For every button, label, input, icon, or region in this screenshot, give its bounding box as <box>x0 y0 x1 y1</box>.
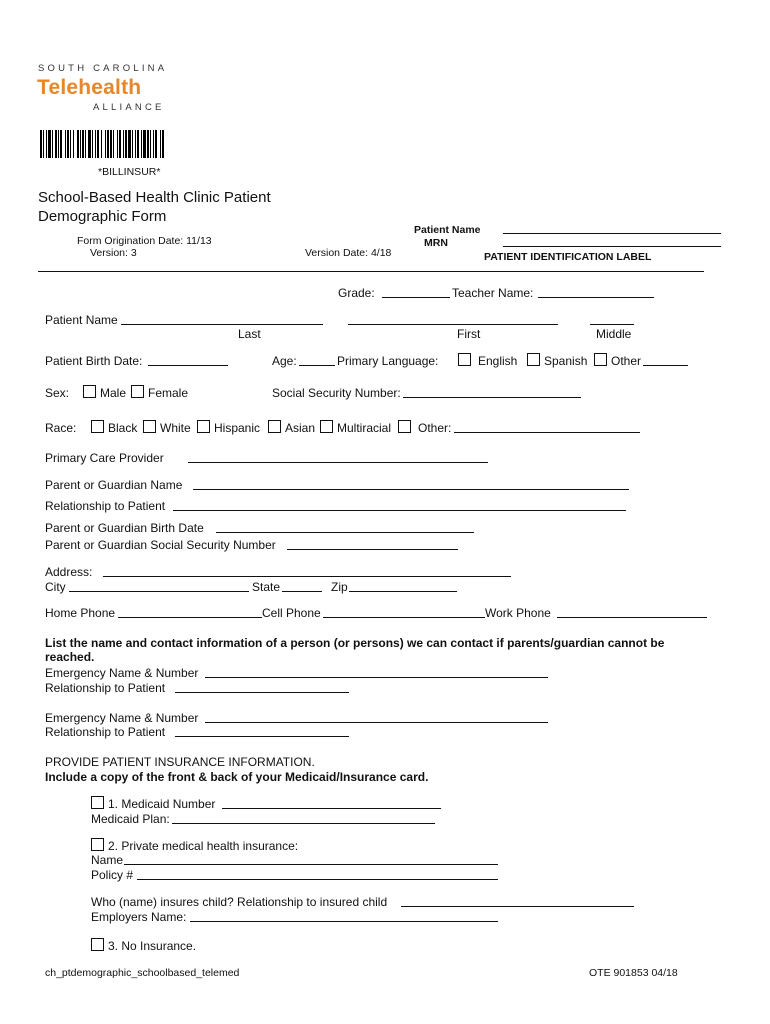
english-label: English <box>478 354 518 368</box>
pcp-field[interactable] <box>188 462 488 463</box>
asian-label: Asian <box>285 421 316 435</box>
logo-bottom-text: ALLIANCE <box>93 102 165 113</box>
other-race-checkbox[interactable] <box>398 420 411 433</box>
teacher-field[interactable] <box>538 297 654 298</box>
other-language-label: Other <box>611 354 642 368</box>
emergency-name-label-1: Emergency Name & Number <box>45 666 199 680</box>
multiracial-label: Multiracial <box>337 421 392 435</box>
spanish-label: Spanish <box>544 354 588 368</box>
black-label: Black <box>108 421 138 435</box>
emergency-instruction-line2: reached. <box>45 650 95 664</box>
emergency-relationship-label-2: Relationship to Patient <box>45 725 166 739</box>
birth-date-label: Patient Birth Date: <box>45 354 143 368</box>
middle-name-field[interactable] <box>590 324 634 325</box>
guardian-birth-label: Parent or Guardian Birth Date <box>45 521 204 535</box>
guardian-name-label: Parent or Guardian Name <box>45 478 183 492</box>
medicaid-plan-label: Medicaid Plan: <box>91 812 170 826</box>
address-label: Address: <box>45 565 93 579</box>
female-label: Female <box>148 386 189 400</box>
middle-label: Middle <box>596 327 632 341</box>
white-checkbox[interactable] <box>143 420 156 433</box>
birth-date-field[interactable] <box>148 365 228 366</box>
page-title-line2: Demographic Form <box>38 208 167 225</box>
guardian-birth-field[interactable] <box>216 532 474 533</box>
footer-right: OTE 901853 04/18 <box>589 967 678 979</box>
who-insures-field[interactable] <box>401 906 634 907</box>
male-checkbox[interactable] <box>83 385 96 398</box>
age-label: Age: <box>272 354 297 368</box>
no-insurance-label: 3. No Insurance. <box>108 939 197 953</box>
guardian-name-field[interactable] <box>193 489 629 490</box>
state-field[interactable] <box>282 591 322 592</box>
grade-field[interactable] <box>382 297 450 298</box>
who-insures-label: Who (name) insures child? Relationship to insured child <box>91 895 388 909</box>
page-title: School-Based Health Clinic Patient <box>38 189 271 206</box>
emergency-relationship-label-1: Relationship to Patient <box>45 681 166 695</box>
private-insurance-label: 2. Private medical health insurance: <box>108 839 299 853</box>
hispanic-checkbox[interactable] <box>197 420 210 433</box>
ssn-field[interactable] <box>403 397 581 398</box>
english-checkbox[interactable] <box>458 353 471 366</box>
work-phone-label: Work Phone <box>485 606 551 620</box>
insurance-name-field[interactable] <box>124 864 498 865</box>
emergency-name-field-1[interactable] <box>205 677 548 678</box>
version: Version: 3 <box>90 247 137 259</box>
grade-label: Grade: <box>338 286 375 300</box>
medicaid-number-field[interactable] <box>222 808 441 809</box>
cell-phone-label: Cell Phone <box>262 606 321 620</box>
emergency-relationship-field-2[interactable] <box>175 736 349 737</box>
policy-label: Policy # <box>91 868 134 882</box>
pcp-label: Primary Care Provider <box>45 451 164 465</box>
address-field[interactable] <box>103 576 511 577</box>
emergency-name-label-2: Emergency Name & Number <box>45 711 199 725</box>
city-field[interactable] <box>69 591 249 592</box>
home-phone-label: Home Phone <box>45 606 116 620</box>
medicaid-plan-field[interactable] <box>172 823 435 824</box>
medicaid-checkbox[interactable] <box>91 796 104 809</box>
city-label: City <box>45 580 66 594</box>
employers-label: Employers Name: <box>91 910 187 924</box>
insurance-subheading: Include a copy of the front & back of your Medicaid/Insurance card. <box>45 770 429 784</box>
barcode-text: *BILLINSUR* <box>98 166 161 178</box>
teacher-label: Teacher Name: <box>452 286 534 300</box>
logo-main-text: Telehealth <box>37 76 142 99</box>
ssn-label: Social Security Number: <box>272 386 401 400</box>
no-insurance-checkbox[interactable] <box>91 938 104 951</box>
patient-name-label: Patient Name <box>414 224 481 236</box>
last-label: Last <box>238 327 261 341</box>
guardian-ssn-field[interactable] <box>287 549 458 550</box>
other-race-field[interactable] <box>454 432 640 433</box>
private-insurance-checkbox[interactable] <box>91 838 104 851</box>
emergency-name-field-2[interactable] <box>205 722 548 723</box>
other-language-field[interactable] <box>643 365 688 366</box>
emergency-instruction: List the name and contact information of a person (or persons) we can contact if parents/guardian cannot be <box>45 636 665 650</box>
work-phone-field[interactable] <box>557 617 707 618</box>
cell-phone-field[interactable] <box>323 617 485 618</box>
primary-language-label: Primary Language: <box>337 354 439 368</box>
guardian-ssn-label: Parent or Guardian Social Security Number <box>45 538 276 552</box>
barcode <box>40 130 220 160</box>
patient-name-field-label: Patient Name <box>45 313 118 327</box>
zip-label: Zip <box>331 580 348 594</box>
black-checkbox[interactable] <box>91 420 104 433</box>
medicaid-number-label: 1. Medicaid Number <box>108 797 216 811</box>
version-date: Version Date: 4/18 <box>305 247 392 259</box>
last-name-field[interactable] <box>121 324 323 325</box>
emergency-relationship-field-1[interactable] <box>175 692 349 693</box>
female-checkbox[interactable] <box>131 385 144 398</box>
employers-field[interactable] <box>190 921 498 922</box>
first-name-field[interactable] <box>348 324 558 325</box>
insurance-name-label: Name <box>91 853 124 867</box>
patient-name-label-line[interactable] <box>503 233 721 234</box>
mrn-line[interactable] <box>503 246 721 247</box>
asian-checkbox[interactable] <box>268 420 281 433</box>
insurance-heading: PROVIDE PATIENT INSURANCE INFORMATION. <box>45 755 315 769</box>
zip-field[interactable] <box>349 591 457 592</box>
race-label: Race: <box>45 421 77 435</box>
mrn-label: MRN <box>424 237 448 249</box>
relationship-field[interactable] <box>173 510 626 511</box>
home-phone-field[interactable] <box>118 617 262 618</box>
spanish-checkbox[interactable] <box>527 353 540 366</box>
patient-id-label: PATIENT IDENTIFICATION LABEL <box>484 251 652 263</box>
other-language-checkbox[interactable] <box>594 353 607 366</box>
age-field[interactable] <box>299 365 335 366</box>
white-label: White <box>160 421 191 435</box>
multiracial-checkbox[interactable] <box>320 420 333 433</box>
relationship-label: Relationship to Patient <box>45 499 166 513</box>
sex-label: Sex: <box>45 386 70 400</box>
other-race-label: Other: <box>418 421 452 435</box>
footer-left: ch_ptdemographic_schoolbased_telemed <box>45 967 240 979</box>
first-label: First <box>457 327 481 341</box>
header-divider <box>38 271 704 272</box>
policy-field[interactable] <box>137 879 498 880</box>
male-label: Male <box>100 386 127 400</box>
hispanic-label: Hispanic <box>214 421 261 435</box>
origination-date: Form Origination Date: 11/13 <box>77 235 212 247</box>
logo-top-text: SOUTH CAROLINA <box>38 63 168 74</box>
state-label: State <box>252 580 281 594</box>
